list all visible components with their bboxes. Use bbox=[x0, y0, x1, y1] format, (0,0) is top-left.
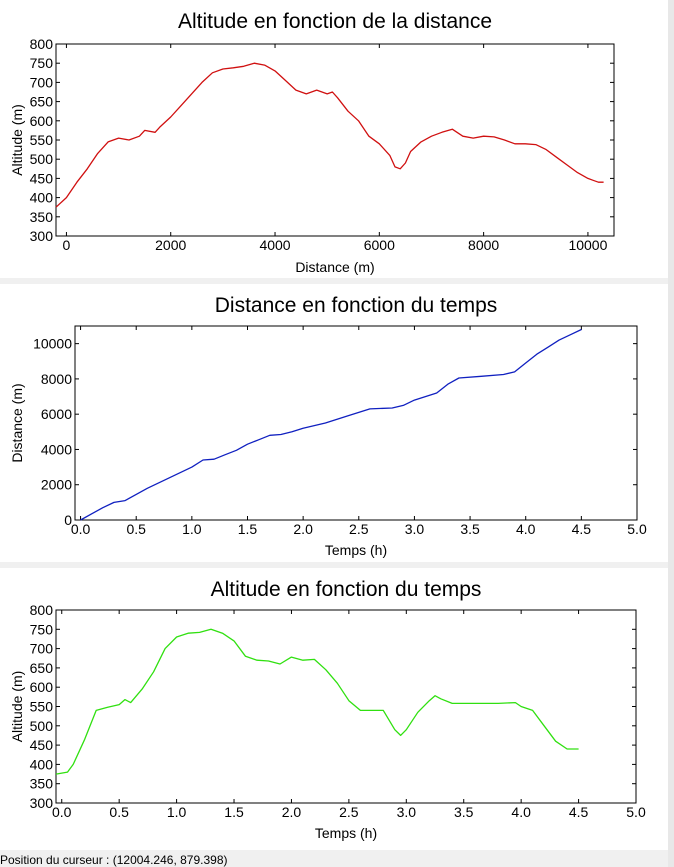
x-tick-label: 2000 bbox=[155, 237, 187, 253]
y-axis-label: Distance (m) bbox=[9, 383, 25, 463]
x-tick-label: 2.5 bbox=[349, 521, 369, 537]
chart-altitude-distance[interactable] bbox=[0, 0, 668, 278]
y-tick-label: 2000 bbox=[40, 476, 72, 493]
x-tick-label: 5.0 bbox=[626, 804, 646, 820]
y-tick-label: 6000 bbox=[40, 406, 72, 423]
chart-panel-3 bbox=[0, 568, 668, 850]
plot-frame bbox=[56, 44, 614, 236]
y-tick-label: 0 bbox=[64, 512, 72, 528]
x-tick-label: 1.5 bbox=[224, 804, 244, 820]
x-tick-label: 5.0 bbox=[627, 521, 647, 537]
y-tick-label: 300 bbox=[29, 228, 53, 244]
x-tick-label: 1.0 bbox=[182, 521, 202, 537]
x-tick-label: 4.5 bbox=[571, 521, 592, 537]
y-tick-label: 500 bbox=[29, 151, 53, 168]
y-tick-label: 750 bbox=[29, 55, 53, 72]
x-tick-label: 0.5 bbox=[109, 804, 129, 820]
y-tick-label: 800 bbox=[29, 36, 53, 52]
y-tick-label: 550 bbox=[29, 698, 53, 715]
y-tick-label: 450 bbox=[29, 737, 53, 754]
x-tick-label: 2.5 bbox=[339, 804, 359, 820]
x-tick-label: 0.5 bbox=[126, 521, 146, 537]
y-tick-label: 600 bbox=[29, 679, 53, 696]
y-tick-label: 650 bbox=[29, 93, 53, 110]
x-tick-label: 3.0 bbox=[396, 804, 417, 820]
chart-title: Distance en fonction du temps bbox=[214, 294, 498, 317]
x-tick-label: 1.5 bbox=[237, 521, 258, 537]
x-tick-label: 3.0 bbox=[404, 521, 425, 537]
y-tick-label: 650 bbox=[29, 659, 53, 676]
y-tick-label: 300 bbox=[29, 795, 53, 811]
chart-altitude-temps[interactable] bbox=[0, 568, 668, 850]
chart-distance-temps[interactable] bbox=[0, 284, 668, 562]
x-tick-label: 0.0 bbox=[70, 521, 91, 537]
x-tick-label: 0 bbox=[62, 237, 71, 253]
y-tick-label: 700 bbox=[29, 74, 53, 91]
y-tick-label: 350 bbox=[29, 775, 53, 792]
y-axis-label: Altitude (m) bbox=[9, 104, 25, 176]
y-tick-label: 750 bbox=[29, 621, 53, 638]
vertical-scrollbar[interactable] bbox=[668, 0, 674, 867]
y-tick-label: 4000 bbox=[40, 441, 72, 458]
x-axis-label: Temps (h) bbox=[314, 825, 378, 841]
x-tick-label: 3.5 bbox=[453, 804, 474, 820]
y-tick-label: 350 bbox=[29, 208, 53, 225]
y-tick-label: 400 bbox=[29, 756, 53, 773]
x-tick-label: 2.0 bbox=[293, 521, 313, 537]
x-axis-label: Temps (h) bbox=[324, 542, 388, 558]
chart-panel-1 bbox=[0, 0, 668, 278]
status-bar bbox=[0, 853, 674, 867]
x-axis-label: Distance (m) bbox=[295, 259, 375, 275]
x-tick-label: 4.5 bbox=[568, 804, 589, 820]
y-axis-label: Altitude (m) bbox=[9, 670, 25, 743]
x-tick-label: 1.0 bbox=[166, 804, 187, 820]
plot-frame bbox=[56, 610, 636, 803]
y-tick-label: 8000 bbox=[40, 370, 72, 387]
x-tick-label: 4.0 bbox=[515, 521, 536, 537]
plot-frame bbox=[75, 326, 637, 520]
x-tick-label: 4.0 bbox=[511, 804, 531, 820]
x-tick-label: 2.0 bbox=[281, 804, 302, 820]
y-tick-label: 500 bbox=[29, 717, 53, 734]
y-tick-label: 600 bbox=[29, 112, 53, 129]
chart-title: Altitude en fonction du temps bbox=[210, 578, 482, 601]
y-tick-label: 450 bbox=[29, 170, 53, 187]
x-tick-label: 4000 bbox=[259, 237, 291, 253]
x-tick-label: 8000 bbox=[468, 237, 500, 253]
y-tick-label: 700 bbox=[29, 640, 53, 657]
y-tick-label: 800 bbox=[29, 602, 53, 618]
x-tick-label: 0.0 bbox=[52, 804, 72, 820]
cursor-position-text: Position du curseur : (12004.246, 879.398) bbox=[0, 853, 228, 867]
y-tick-label: 10000 bbox=[33, 335, 72, 352]
x-tick-label: 6000 bbox=[363, 237, 395, 253]
x-tick-label: 10000 bbox=[568, 237, 608, 253]
y-tick-label: 400 bbox=[29, 189, 53, 206]
chart-title: Altitude en fonction de la distance bbox=[177, 10, 493, 33]
chart-panel-2 bbox=[0, 284, 668, 562]
y-tick-label: 550 bbox=[29, 132, 53, 148]
x-tick-label: 3.5 bbox=[460, 521, 480, 537]
